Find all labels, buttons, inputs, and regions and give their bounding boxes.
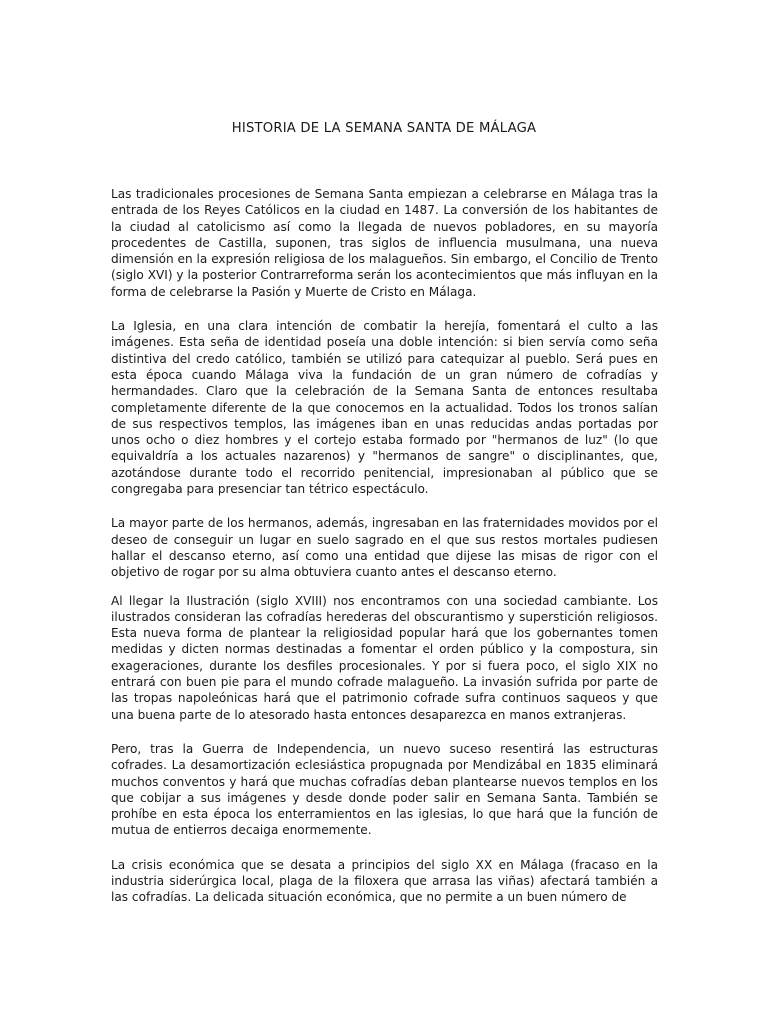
paragraph-4: Al llegar la Ilustración (siglo XVIII) nos encontramos con una sociedad cambiante. Los ilustrados consideran las cofradías herederas del obscurantismo y superstición religiosos. Esta nueva forma de plantear la religiosidad popular hará que los gobernantes tomen medidas y dicten normas destinadas a fomentar el orden público y la compostura, sin exageraciones, durante los desfiles procesionales. Y por si fuera poco, el siglo XIX no entrará con buen pie para el mundo cofrade malagueño. La invasión sufrida por parte de las tropas napoleónicas hará que el patrimonio cofrade sufra continuos saqueos y que una buena parte de lo atesorado hasta entonces desaparezca en manos extranjeras. (111, 593, 658, 722)
document-title: HISTORIA DE LA SEMANA SANTA DE MÁLAGA (231, 121, 537, 136)
paragraph-6: La crisis económica que se desata a principios del siglo XX en Málaga (fracaso en la industria siderúrgica local, plaga de la filoxera que arrasa las viñas) afectará también a las cofradías. La delicada situación económica, que no permite a un buen número de (111, 857, 658, 905)
document-body (111, 186, 658, 924)
paragraph-2: La Iglesia, en una clara intención de combatir la herejía, fomentará el culto a las imágenes. Esta seña de identidad poseía una doble intención: si bien servía como seña distintiva del credo católico, también se utilizó para catequizar al pueblo. Será pues en esta época cuando Málaga viva la fundación de un gran número de cofradías y hermandades. Claro que la celebración de la Semana Santa de entonces resultaba completamente diferente de la que conocemos en la actualidad. Todos los tronos salían de sus respectivos templos, las imágenes iban en unas reducidas andas portadas por unos ocho o diez hombres y el cortejo estaba formado por "hermanos de luz" (lo que equivaldría a los actuales nazarenos) y "hermanos de sangre" o disciplinantes, que, azotándose durante todo el recorrido penitencial, impresionaban al público que se congregaba para presenciar tan tétrico espectáculo. (111, 319, 658, 497)
paragraph-5: Pero, tras la Guerra de Independencia, un nuevo suceso resentirá las estructuras cofrades. La desamortización eclesiástica propugnada por Mendizábal en 1835 eliminará muchos conventos y hará que muchas cofradías deban plantearse nuevos templos en los que cobijar a sus imágenes y desde donde poder salir en Semana Santa. También se prohíbe en esta época los enterramientos en las iglesias, lo que hará que la función de mutua de entierros decaiga enormemente. (111, 741, 658, 838)
paragraph-1: Las tradicionales procesiones de Semana Santa empiezan a celebrarse en Málaga tras la entrada de los Reyes Católicos en la ciudad en 1487. La conversión de los habitantes de la ciudad al catolicismo así como la llegada de nuevos pobladores, en su mayoría procedentes de Castilla, suponen, tras siglos de influencia musulmana, una nueva dimensión en la expresión religiosa de los malagueños. Sin embargo, el Concilio de Trento (siglo XVI) y la posterior Contrarreforma serán los acontecimientos que más influyan en la forma de celebrarse la Pasión y Muerte de Cristo en Málaga. (111, 187, 658, 299)
paragraph-3: La mayor parte de los hermanos, además, ingresaban en las fraternidades movidos por el deseo de conseguir un lugar en suelo sagrado en el que sus restos mortales pudiesen hallar el descanso eterno, así como una entidad que dijese las misas de rigor con el objetivo de rogar por su alma obtuviera cuanto antes el descanso eterno. (111, 516, 658, 580)
